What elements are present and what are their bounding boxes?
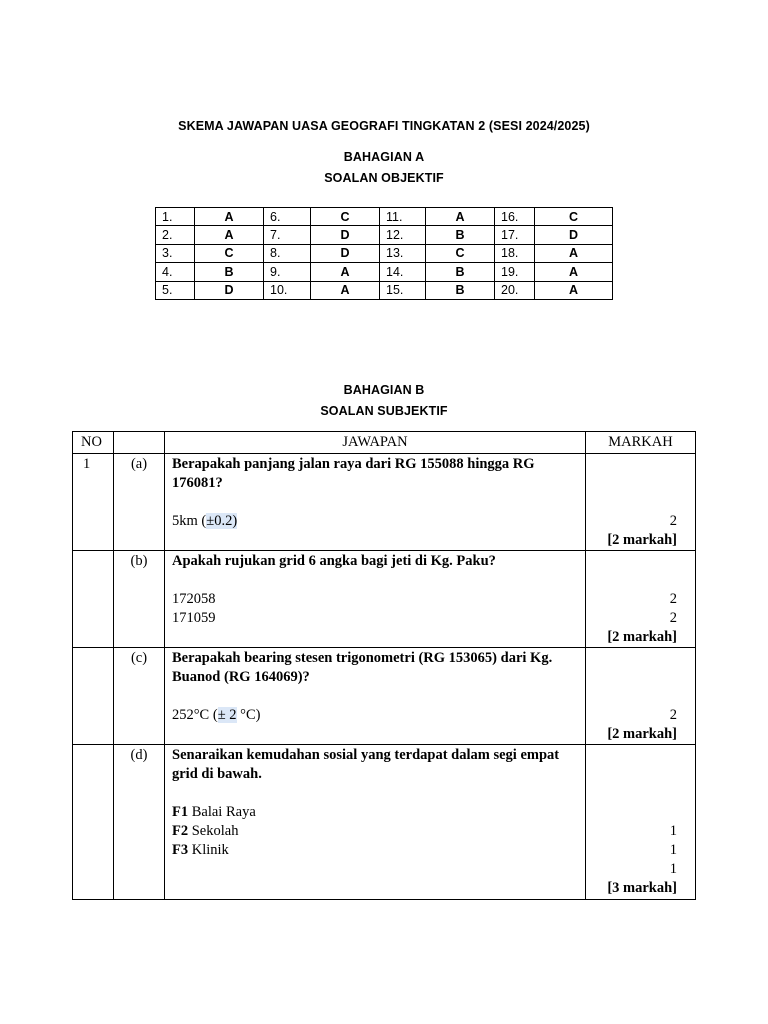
question-number: 8.: [264, 244, 311, 262]
marks-cell: [586, 648, 696, 745]
answer-text: [172, 512, 579, 531]
header-answer: JAWAPAN: [165, 432, 586, 454]
question-number: 13.: [380, 244, 426, 262]
answer-letter: A: [535, 281, 613, 299]
answer-letter: A: [195, 208, 264, 226]
facility-code: F3: [172, 842, 189, 858]
mark-total: [2 markah]: [607, 726, 677, 742]
answer-letter: D: [535, 226, 613, 244]
facility-item: [172, 841, 579, 860]
facility-code: F2: [172, 823, 189, 839]
answer-cell: [165, 551, 586, 648]
question-number: 9.: [264, 263, 311, 281]
facility-item: [172, 822, 579, 841]
answer-letter: C: [311, 208, 380, 226]
question-number: 6.: [264, 208, 311, 226]
section-a-heading: BAHAGIAN A: [343, 150, 425, 164]
marks-cell: [586, 454, 696, 551]
mark-value: 2: [669, 591, 677, 607]
mark-total: [3 markah]: [607, 880, 677, 896]
answer-letter: A: [535, 244, 613, 262]
marks-cell: [586, 551, 696, 648]
answer-letter: C: [535, 208, 613, 226]
question-number: 18.: [495, 244, 535, 262]
answer-cell: [165, 745, 586, 900]
answer-value: 5km (: [172, 513, 207, 529]
table-row: [156, 226, 613, 244]
subjective-answer-table: [72, 431, 696, 900]
question-text: Berapakah bearing stesen trigonometri (RG 153065) dari Kg. Buanod (RG 164069)?: [172, 650, 553, 685]
facility-code: F1: [172, 804, 189, 820]
objective-answer-table: [155, 207, 613, 300]
table-row: [73, 648, 696, 745]
table-row: [156, 263, 613, 281]
question-text: Berapakah panjang jalan raya dari RG 155088 hingga RG 176081?: [172, 456, 535, 491]
answer-letter: C: [195, 244, 264, 262]
question-number: 12.: [380, 226, 426, 244]
question-number: 11.: [380, 208, 426, 226]
answer-letter: A: [311, 281, 380, 299]
section-b-subheading: SOALAN SUBJEKTIF: [320, 404, 448, 418]
mark-total: [2 markah]: [607, 629, 677, 645]
table-row: [73, 454, 696, 551]
answer-letter: B: [426, 281, 495, 299]
sub-question-label: (a): [114, 454, 165, 551]
answer-text: 172058: [172, 591, 216, 607]
question-number: 10.: [264, 281, 311, 299]
document-title: SKEMA JAWAPAN UASA GEOGRAFI TINGKATAN 2 (SESI 2024/2025): [178, 119, 590, 133]
question-number: 19.: [495, 263, 535, 281]
question-number: 4.: [156, 263, 195, 281]
question-number: 7.: [264, 226, 311, 244]
facility-name: Klinik: [191, 842, 229, 858]
header-no: NO: [73, 432, 114, 454]
table-row: [73, 551, 696, 648]
answer-text: [172, 706, 579, 725]
mark-value: 2: [669, 513, 677, 529]
sub-question-label: (c): [114, 648, 165, 745]
facility-name: Sekolah: [191, 823, 239, 839]
mark-value: 1: [669, 823, 677, 839]
table-row: [156, 281, 613, 299]
answer-letter: A: [426, 208, 495, 226]
answer-letter: A: [195, 226, 264, 244]
question-number: 17.: [495, 226, 535, 244]
answer-text: 171059: [172, 610, 216, 626]
question-number: 2.: [156, 226, 195, 244]
question-number: 14.: [380, 263, 426, 281]
section-a-subheading: SOALAN OBJEKTIF: [324, 171, 444, 185]
header-sub: [114, 432, 165, 454]
answer-tolerance: ±0.2): [206, 513, 238, 529]
table-header-row: [73, 432, 696, 454]
answer-unit: °C): [236, 707, 261, 723]
question-number: 1: [73, 454, 114, 551]
mark-value: 1: [669, 842, 677, 858]
answer-letter: D: [311, 244, 380, 262]
marks-cell: [586, 745, 696, 900]
question-number: 5.: [156, 281, 195, 299]
question-number: 20.: [495, 281, 535, 299]
question-text: Senaraikan kemudahan sosial yang terdapat dalam segi empat grid di bawah.: [172, 747, 560, 782]
question-number: 15.: [380, 281, 426, 299]
answer-letter: A: [311, 263, 380, 281]
answer-letter: B: [426, 263, 495, 281]
sub-question-label: (b): [114, 551, 165, 648]
answer-letter: D: [311, 226, 380, 244]
answer-letter: D: [195, 281, 264, 299]
mark-value: 2: [669, 707, 677, 723]
question-number: 3.: [156, 244, 195, 262]
answer-letter: B: [195, 263, 264, 281]
table-row: [73, 745, 696, 900]
question-number: 1.: [156, 208, 195, 226]
answer-letter: C: [426, 244, 495, 262]
answer-letter: A: [535, 263, 613, 281]
answer-value: 252°C (: [172, 707, 218, 723]
mark-total: [2 markah]: [607, 532, 677, 548]
table-row: [156, 244, 613, 262]
facility-item: [172, 803, 579, 822]
question-text: Apakah rujukan grid 6 angka bagi jeti di Kg. Paku?: [172, 553, 496, 569]
facility-name: Balai Raya: [191, 804, 256, 820]
mark-value: 2: [669, 610, 677, 626]
answer-cell: [165, 648, 586, 745]
answer-tolerance: ± 2: [217, 707, 237, 723]
table-row: [156, 208, 613, 226]
mark-value: 1: [669, 861, 677, 877]
answer-cell: [165, 454, 586, 551]
answer-letter: B: [426, 226, 495, 244]
sub-question-label: (d): [114, 745, 165, 900]
section-b-heading: BAHAGIAN B: [343, 383, 425, 397]
header-marks: MARKAH: [586, 432, 696, 454]
question-number: 16.: [495, 208, 535, 226]
